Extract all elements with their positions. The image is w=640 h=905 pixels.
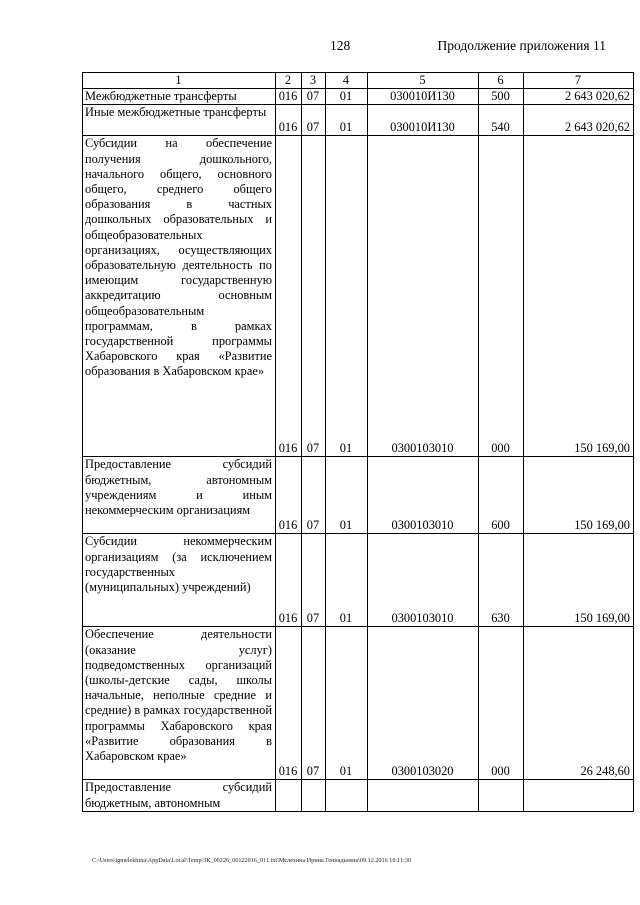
cell-subsection: 01	[326, 105, 368, 136]
row-description: Обеспечение деятельности (оказание услуг) подведомственных организаций (школы-детские сады, школы начальные, неполные средние и средние) в рамках государственной программы Хабаровского края «Развитие образования в Хабаровском крае»	[83, 627, 276, 780]
cell-section: 07	[302, 89, 326, 105]
page-caption: Продолжение приложения 11	[437, 38, 606, 53]
table-row	[83, 780, 634, 811]
cell-expense-type: 000	[479, 627, 524, 780]
table-row	[83, 105, 634, 136]
cell-expense-type: 000	[479, 136, 524, 457]
cell-expense-type: 600	[479, 457, 524, 534]
row-description: Иные межбюджетные трансферты	[83, 105, 276, 136]
cell-subsection: 01	[326, 534, 368, 627]
cell-target-article: 0300103020	[368, 627, 479, 780]
cell-subsection: 01	[326, 136, 368, 457]
cell-subsection	[326, 780, 368, 811]
cell-target-article: 030010И130	[368, 105, 479, 136]
column-header: 5	[368, 73, 479, 89]
column-header: 3	[302, 73, 326, 89]
page-number: 128	[330, 38, 351, 53]
cell-amount: 2 643 020,62	[524, 89, 634, 105]
cell-ministry-code: 016	[276, 89, 302, 105]
cell-amount: 150 169,00	[524, 136, 634, 457]
cell-target-article: 0300103010	[368, 136, 479, 457]
cell-ministry-code	[276, 780, 302, 811]
cell-target-article: 0300103010	[368, 457, 479, 534]
cell-target-article: 0300103010	[368, 534, 479, 627]
row-description: Предоставление субсидий бюджетным, автономным учреждениям и иным некоммерческим организациям	[83, 457, 276, 534]
budget-table	[82, 72, 634, 812]
cell-subsection: 01	[326, 89, 368, 105]
cell-ministry-code: 016	[276, 136, 302, 457]
table-header-row	[83, 73, 634, 89]
cell-target-article	[368, 780, 479, 811]
column-header: 7	[524, 73, 634, 89]
cell-section: 07	[302, 534, 326, 627]
cell-expense-type: 540	[479, 105, 524, 136]
cell-section: 07	[302, 627, 326, 780]
cell-amount: 26 248,60	[524, 627, 634, 780]
cell-amount	[524, 780, 634, 811]
table-row	[83, 136, 634, 457]
cell-expense-type: 630	[479, 534, 524, 627]
cell-expense-type: 500	[479, 89, 524, 105]
cell-amount: 150 169,00	[524, 534, 634, 627]
column-header: 4	[326, 73, 368, 89]
cell-section	[302, 780, 326, 811]
table-row	[83, 457, 634, 534]
cell-expense-type	[479, 780, 524, 811]
cell-ministry-code: 016	[276, 627, 302, 780]
cell-section: 07	[302, 136, 326, 457]
page-header	[0, 38, 640, 58]
cell-subsection: 01	[326, 457, 368, 534]
cell-section: 07	[302, 105, 326, 136]
cell-section: 07	[302, 457, 326, 534]
cell-amount: 150 169,00	[524, 457, 634, 534]
cell-subsection: 01	[326, 627, 368, 780]
row-description: Субсидии на обеспечение получения дошкольного, начального общего, основного общего, среднего общего образования в частных дошкольных образовательных и общеобразовательных организациях, осуществляющих образовательную деятельность по имеющим государственную аккредитацию основным общеобразовательным программам, в рамках государственной программы Хабаровского края «Развитие образования в Хабаровском крае»	[83, 136, 276, 457]
cell-target-article: 030010И130	[368, 89, 479, 105]
cell-amount: 2 643 020,62	[524, 105, 634, 136]
column-header: 1	[83, 73, 276, 89]
row-description: Межбюджетные трансферты	[83, 89, 276, 105]
table-row	[83, 534, 634, 627]
file-path-footer: C:\Users\igmelekhina\AppData\Local\Temp\ЗК_00226_06122016_011.txt\Мелехина Ирина Геннадьевна\09.12.2016 10:11:30	[92, 857, 412, 864]
row-description: Субсидии некоммерческим организациям (за исключением государственных (муниципальных) учреждений)	[83, 534, 276, 627]
row-description: Предоставление субсидий бюджетным, автономным	[83, 780, 276, 811]
cell-ministry-code: 016	[276, 534, 302, 627]
table-row	[83, 627, 634, 780]
table-row	[83, 89, 634, 105]
cell-ministry-code: 016	[276, 457, 302, 534]
column-header: 6	[479, 73, 524, 89]
cell-ministry-code: 016	[276, 105, 302, 136]
column-header: 2	[276, 73, 302, 89]
